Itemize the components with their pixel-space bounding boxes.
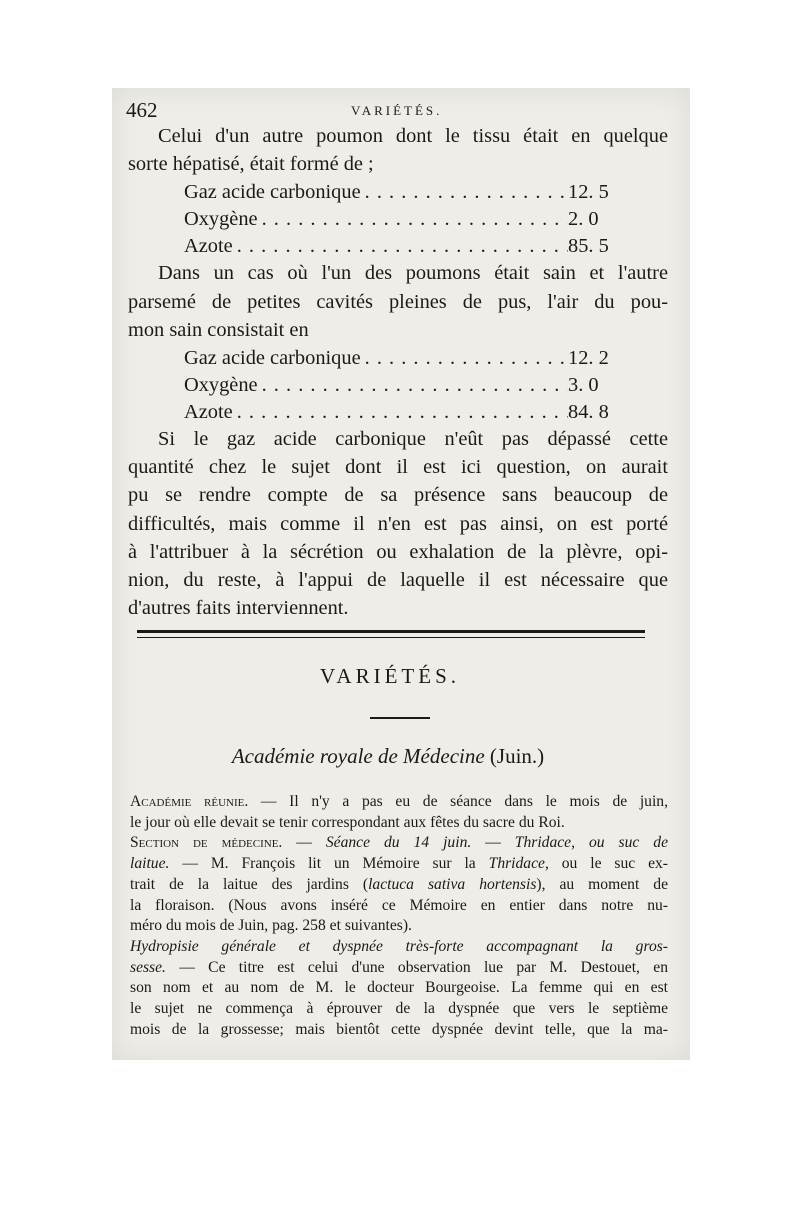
para2-line-2: parsemé de petites cavités pleines de pus, l'air du pou-: [128, 290, 668, 313]
gas-name: Gaz acide carbonique: [184, 181, 361, 204]
gas-table-1: [184, 178, 650, 259]
gas-row: [184, 344, 650, 371]
gas-name: Azote: [184, 235, 233, 258]
news-p2-line5: méro du mois de Juin, pag. 258 et suivantes).: [130, 917, 412, 935]
news-p3-line4: le sujet ne commença à éprouver de la dyspnée que vers le septième: [130, 1000, 668, 1018]
gas-name: Azote: [184, 401, 233, 424]
news-p3-title: Hydropisie générale et dyspnée très-forte accompagnant la gros-: [130, 937, 668, 955]
leader-dots: [233, 232, 568, 259]
news-p2-text: — M. François lit un Mémoire sur la: [169, 855, 489, 873]
para3-line: d'autres faits interviennent.: [128, 597, 349, 620]
news-p2-date: Séance du 14 juin.: [325, 834, 472, 852]
news-p2-topic: Thridace, ou suc de: [514, 834, 669, 852]
news-p2-thridace: Thridace: [488, 855, 545, 873]
para3-line: à l'attribuer à la sécrétion ou exhalation de la plèvre, opi-: [128, 540, 668, 563]
para3-line: pu se rendre compte de sa présence sans beaucoup de: [128, 484, 668, 507]
news-p2-line3: [130, 875, 668, 896]
article-body: [128, 122, 668, 622]
news-p3-line5: mois de la grossesse; mais bientôt cette dyspnée devint telle, que la ma-: [130, 1020, 668, 1038]
gas-value: 85. 5: [568, 235, 609, 258]
para3-line: nion, du reste, à l'appui de laquelle il est nécessaire que: [128, 569, 668, 592]
para3-line: Si le gaz acide carbonique n'eût pas dépassé cette: [158, 428, 668, 451]
section-divider-thick: [137, 630, 645, 633]
news-p1-line1: [130, 792, 668, 813]
news-p2-text: , ou le suc ex-: [544, 855, 668, 873]
news-p3-title-cont: sesse.: [130, 958, 166, 976]
gas-value: 12. 5: [568, 181, 609, 204]
gas-name: Oxygène: [184, 208, 258, 231]
gas-table-2: [184, 344, 650, 425]
news-p3-line3: son nom et au nom de M. le docteur Bourgeoise. La femme qui en est: [130, 979, 668, 997]
leader-dots: [258, 205, 568, 232]
gas-row: [184, 398, 650, 425]
news-p2-line4: la floraison. (Nous avons inséré ce Mémoire en entier dans notre nu-: [130, 896, 668, 914]
para2-line-1: Dans un cas où l'un des poumons était sain et l'autre: [158, 262, 668, 285]
leader-dots: [233, 398, 568, 425]
para2-line-3: mon sain consistait en: [128, 318, 309, 341]
news-p2-latin: lactuca sativa hortensis: [368, 875, 537, 893]
news-p2-topic-cont: laitue.: [130, 855, 170, 873]
news-p3-line2: [130, 958, 668, 979]
gas-name: Gaz acide carbonique: [184, 347, 361, 370]
news-p2-line2: [130, 854, 668, 875]
gas-value: 12. 2: [568, 347, 609, 370]
para3-line: quantité chez le sujet dont il est ici question, on aurait: [128, 456, 668, 479]
news-p1-text: — Il n'y a pas eu de séance dans le mois de juin,: [248, 793, 668, 810]
news-body: [130, 792, 668, 1040]
gas-row: [184, 232, 650, 259]
section-divider-thin: [137, 637, 645, 638]
news-p1-line2: le jour où elle devait se tenir correspondant aux fêtes du sacre du Roi.: [130, 813, 565, 831]
page-number: 462: [126, 98, 158, 122]
gas-row: [184, 178, 650, 205]
leader-dots: [258, 371, 568, 398]
dash: —: [471, 834, 515, 852]
gas-value: 84. 8: [568, 401, 609, 424]
news-p2-line1: [130, 833, 668, 854]
section-subtitle: [0, 744, 788, 769]
gas-value: 3. 0: [568, 374, 599, 397]
subtitle-plain: (Juin.): [484, 744, 545, 768]
news-p3-text: — Ce titre est celui d'une observation lue par M. Destouet, en: [165, 958, 668, 976]
page-header: [126, 98, 666, 122]
subtitle-italic: Académie royale de Médecine: [231, 744, 485, 768]
running-title: VARIÉTÉS.: [351, 103, 443, 118]
intro-line-2: sorte hépatisé, était formé de ;: [128, 153, 374, 176]
news-p1-label: Académie réunie.: [130, 793, 249, 810]
news-p2-label: Section de médecine.: [130, 834, 283, 852]
section-title: VARIÉTÉS.: [319, 664, 461, 688]
gas-row: [184, 205, 650, 232]
news-p2-text: ), au moment de: [536, 875, 668, 893]
news-p2-text: trait de la laitue des jardins (: [130, 875, 369, 893]
title-rule: [370, 717, 430, 719]
gas-row: [184, 371, 650, 398]
dash: —: [282, 834, 326, 852]
leader-dots: [361, 344, 568, 371]
para3-line: difficultés, mais comme il n'en est pas ainsi, on est porté: [128, 512, 668, 535]
leader-dots: [361, 178, 568, 205]
gas-value: 2. 0: [568, 208, 599, 231]
gas-name: Oxygène: [184, 374, 258, 397]
intro-line-1: Celui d'un autre poumon dont le tissu était en quelque: [158, 125, 668, 147]
